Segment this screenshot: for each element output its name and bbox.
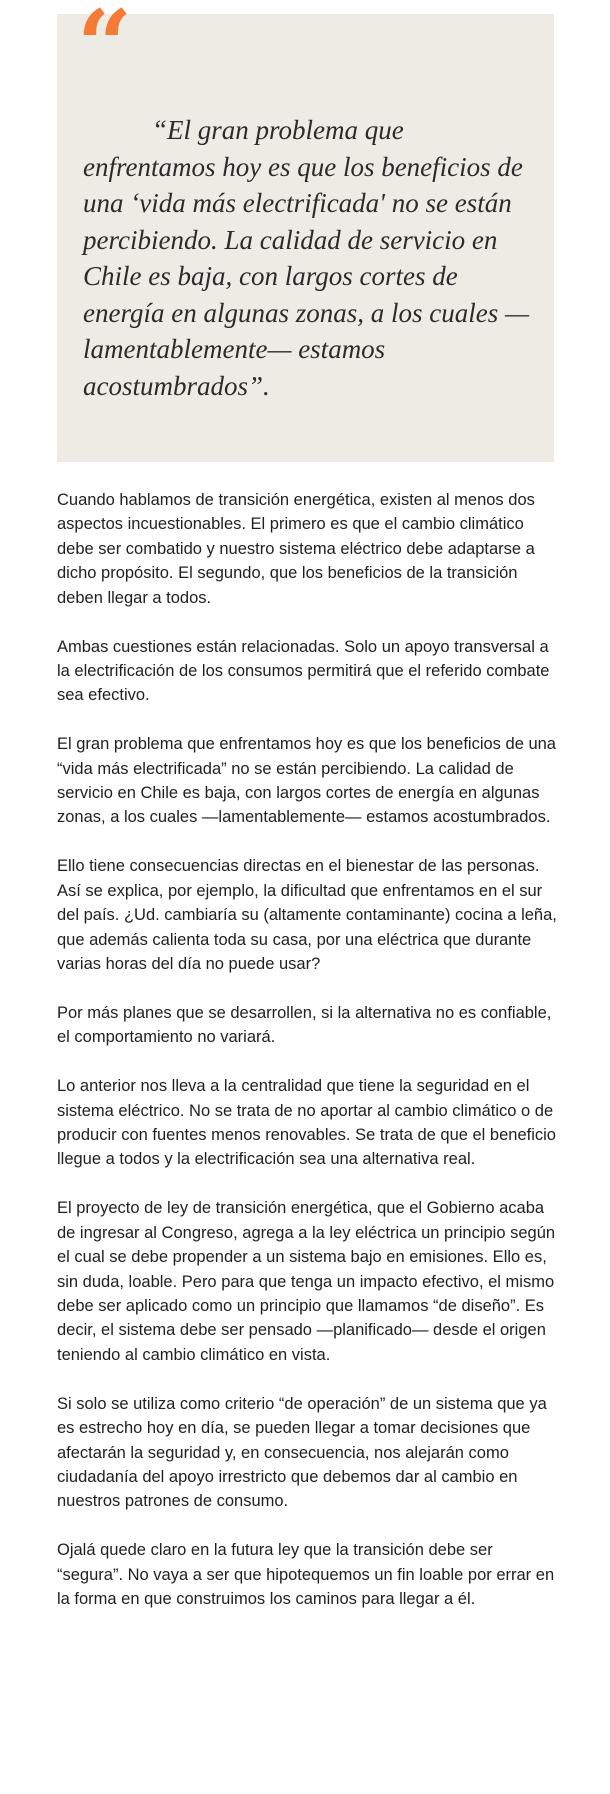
article-paragraph: Ambas cuestiones están relacionadas. Solo un apoyo transversal a la electrificación de los consumos permitirá que el referido combate sea efectivo. [57,637,550,705]
article-paragraph: Ello tiene consecuencias directas en el bienestar de las personas. Así se explica, por ejemplo, la dificultad que enfrentamos en el sur del país. ¿Ud. cambiaría su (altamente contaminante) cocina a leña, que además calienta toda su casa, por una eléctrica que durante varias horas del día no puede usar? [57,857,557,973]
pull-quote-box [57,0,554,462]
article-paragraph: El proyecto de ley de transición energética, que el Gobierno acaba de ingresar al Congreso, agrega a la ley eléctrica un principio según el cual se debe propender a un sistema bajo en emisiones. Ello es, sin duda, loable. Pero para que tenga un impacto efectivo, el mismo debe ser aplicado como un principio que llamamos “de diseño”. Es decir, el sistema debe ser pensado —planificado— desde el origen teniendo al cambio climático en vista. [57,1199,556,1364]
article-paragraph: Cuando hablamos de transición energética, existen al menos dos aspectos incuestionables. El primero es que el cambio climático debe ser combatido y nuestro sistema eléctrico debe adaptarse a dicho propósito. El segundo, que los beneficios de la transición deben llegar a todos. [57,491,535,607]
pull-quote-text: “El gran problema que enfrentamos hoy es que los beneficios de una ‘vida más electrificada' no se están percibiendo. La calidad de servicio en Chile es baja, con largos cortes de energía en algunas zonas, a los cuales —lamentablemente— estamos acostumbrados”. [83,115,529,401]
article-paragraph: Por más planes que se desarrollen, si la alternativa no es confiable, el comportamiento no variará. [57,1003,552,1047]
article-paragraph: Si solo se utiliza como criterio “de operación” de un sistema que ya es estrecho hoy en día, se pueden llegar a tomar decisiones que afectarán la seguridad y, en consecuencia, nos alejarán como ciudadanía del apoyo irrestricto que debemos dar al cambio en nuestros patrones de consumo. [57,1394,547,1511]
article-paragraph: El gran problema que enfrentamos hoy es que los beneficios de una “vida más electrificada” no se están percibiendo. La calidad de servicio en Chile es baja, con largos cortes de energía en algunas zonas, a los cuales —lamentablemente— estamos acostumbrados. [57,735,556,827]
article-paragraph: Ojalá quede claro en la futura ley que la transición debe ser “segura”. No vaya a ser que hipotequemos un fin loable por errar en la forma en que construimos los caminos para llegar a él. [57,1541,555,1609]
quote-mark-icon: “ [77,0,133,102]
article-paragraph: Lo anterior nos lleva a la centralidad que tiene la seguridad en el sistema eléctrico. No se trata de no aportar al cambio climático o de producir con fuentes menos renovables. Se trata de que el beneficio llegue a todos y la electrificación sea una alternativa real. [57,1077,556,1169]
article-body [57,488,557,1636]
